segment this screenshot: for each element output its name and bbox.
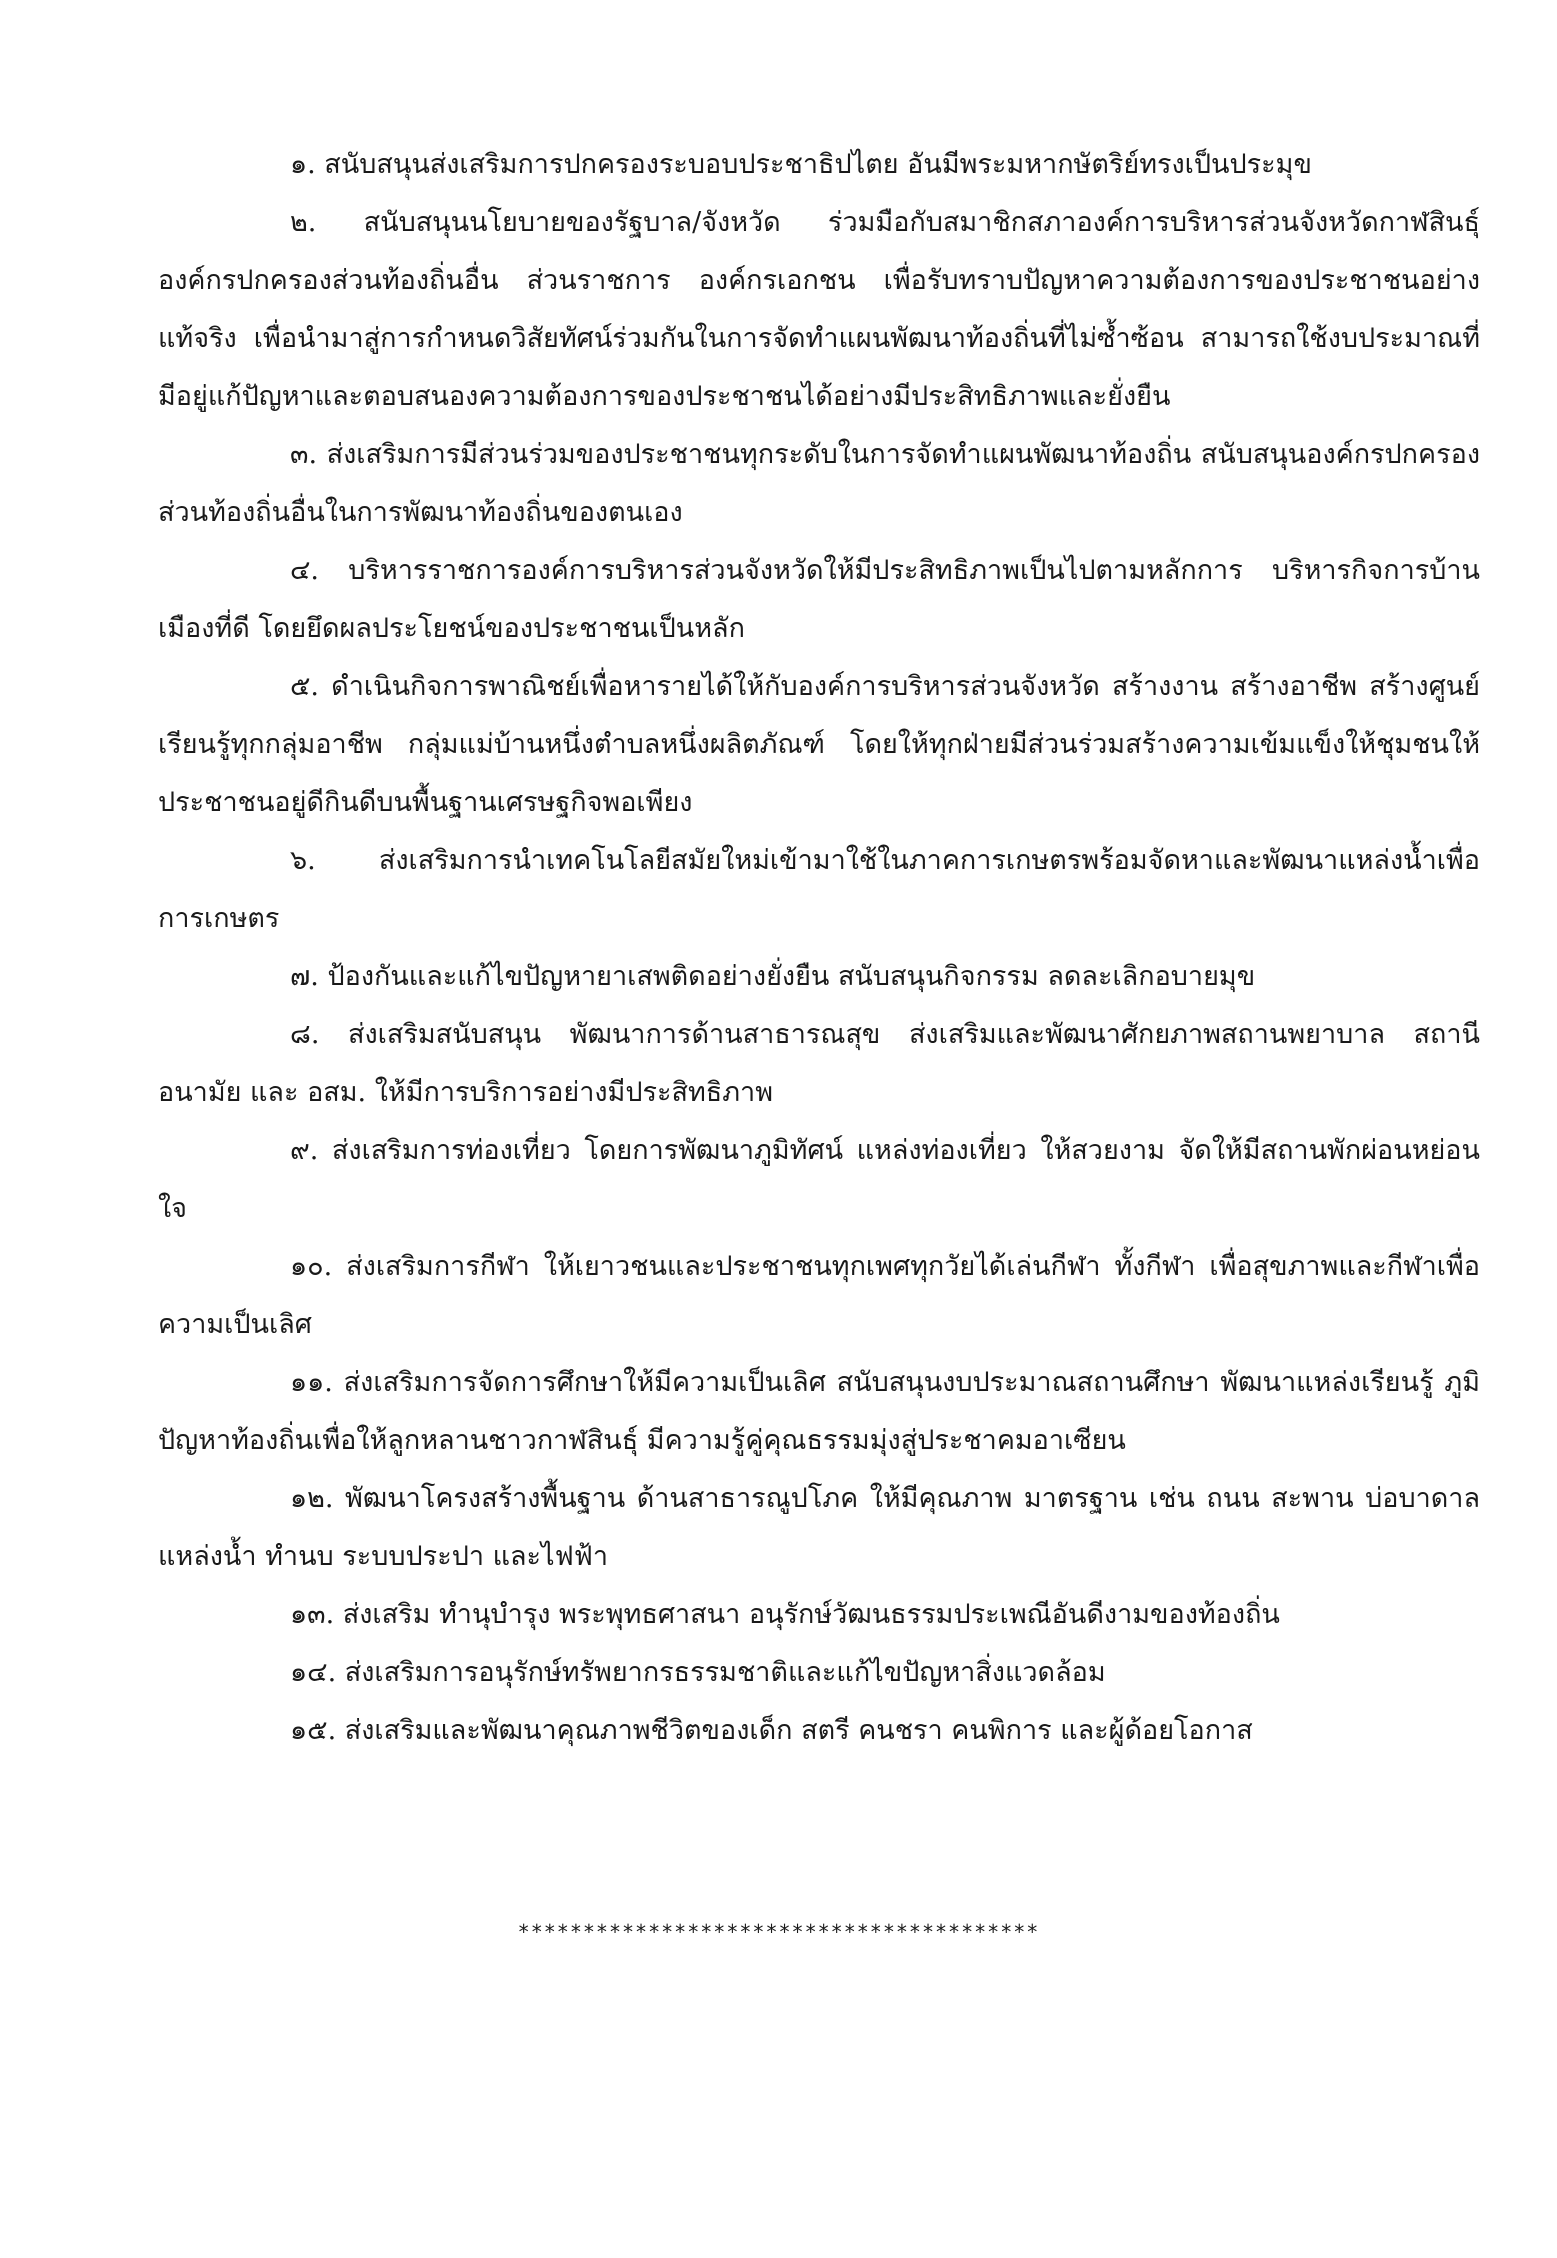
policy-item-15: ๑๕. ส่งเสริมและพัฒนาคุณภาพชีวิตของเด็ก สตรี คนชรา คนพิการ และผู้ด้อยโอกาส [290, 1715, 1253, 1746]
policy-item-14: ๑๔. ส่งเสริมการอนุรักษ์ทรัพยากรธรรมชาติและแก้ไขปัญหาสิ่งแวดล้อม [290, 1657, 1106, 1688]
policy-item-13: ๑๓. ส่งเสริม ทำนุบำรุง พระพุทธศาสนา อนุรักษ์วัฒนธรรมประเพณีอันดีงามของท้องถิ่น [290, 1599, 1280, 1630]
policy-item-10: ๑๐. ส่งเสริมการกีฬา ให้เยาวชนและประชาชนทุกเพศทุกวัยได้เล่นกีฬา ทั้งกีฬา เพื่อสุขภาพและกีฬาเพื่อความเป็นเลิศ [158, 1251, 1480, 1340]
policy-item-7: ๗. ป้องกันและแก้ไขปัญหายาเสพติดอย่างยั่งยืน สนับสนุนกิจกรรม ลดละเลิกอบายมุข [290, 961, 1256, 992]
policy-item-3: ๓. ส่งเสริมการมีส่วนร่วมของประชาชนทุกระดับในการจัดทำแผนพัฒนาท้องถิ่น สนับสนุนองค์กรปกครองส่วนท้องถิ่นอื่นในการพัฒนาท้องถิ่นของตนเอง [158, 439, 1480, 528]
policy-item-4: ๔. บริหารราชการองค์การบริหารส่วนจังหวัดให้มีประสิทธิภาพเป็นไปตามหลักการ บริหารกิจการบ้านเมืองที่ดี โดยยึดผลประโยชน์ของประชาชนเป็นหลัก [158, 555, 1480, 644]
policy-item-11: ๑๑. ส่งเสริมการจัดการศึกษาให้มีความเป็นเลิศ สนับสนุนงบประมาณสถานศึกษา พัฒนาแหล่งเรียนรู้ ภูมิปัญหาท้องถิ่นเพื่อให้ลูกหลานชาวกาฬสินธุ์ มีความรู้คู่คุณธรรมมุ่งสู่ประชาคมอาเซียน [158, 1367, 1480, 1456]
policy-item-2: ๒. สนับสนุนนโยบายของรัฐบาล/จังหวัด ร่วมมือกับสมาชิกสภาองค์การบริหารส่วนจังหวัดกาฬสินธุ์ องค์กรปกครองส่วนท้องถิ่นอื่น ส่วนราชการ องค์กรเอกชน เพื่อรับทราบปัญหาความต้องการของประชาชนอย่างแท้จริง เพื่อนำมาสู่การกำหนดวิสัยทัศน์ร่วมกันในการจัดทำแผนพัฒนาท้องถิ่นที่ไม่ซ้ำซ้อน สามารถใช้งบประมาณที่มีอยู่แก้ปัญหาและตอบสนองความต้องการของประชาชนได้อย่างมีประสิทธิภาพและยั่งยืน [158, 207, 1480, 412]
policy-item-12: ๑๒. พัฒนาโครงสร้างพื้นฐาน ด้านสาธารณูปโภค ให้มีคุณภาพ มาตรฐาน เช่น ถนน สะพาน บ่อบาดาล แหล่งน้ำ ทำนบ ระบบประปา และไฟฟ้า [158, 1483, 1480, 1572]
policy-item-9: ๙. ส่งเสริมการท่องเที่ยว โดยการพัฒนาภูมิทัศน์ แหล่งท่องเที่ยว ให้สวยงาม จัดให้มีสถานพักผ่อนหย่อนใจ [158, 1135, 1480, 1224]
policy-item-1: ๑. สนับสนุนส่งเสริมการปกครองระบอบประชาธิปไตย อันมีพระมหากษัตริย์ทรงเป็นประมุข [290, 149, 1312, 180]
policy-list [158, 136, 1480, 1760]
policy-item-6: ๖. ส่งเสริมการนำเทคโนโลยีสมัยใหม่เข้ามาใช้ในภาคการเกษตรพร้อมจัดหาและพัฒนาแหล่งน้ำเพื่อการเกษตร [158, 845, 1480, 934]
policy-item-5: ๕. ดำเนินกิจการพาณิชย์เพื่อหารายได้ให้กับองค์การบริหารส่วนจังหวัด สร้างงาน สร้างอาชีพ สร้างศูนย์เรียนรู้ทุกกลุ่มอาชีพ กลุ่มแม่บ้านหนึ่งตำบลหนึ่งผลิตภัณฑ์ โดยให้ทุกฝ่ายมีส่วนร่วมสร้างความเข้มแข็งให้ชุมชนให้ประชาชนอยู่ดีกินดีบนพื้นฐานเศรษฐกิจพอเพียง [158, 671, 1480, 818]
policy-item-8: ๘. ส่งเสริมสนับสนุน พัฒนาการด้านสาธารณสุข ส่งเสริมและพัฒนาศักยภาพสถานพยาบาล สถานีอนามัย และ อสม. ให้มีการบริการอย่างมีประสิทธิภาพ [158, 1019, 1480, 1108]
asterisk-separator: **************************************** [517, 1920, 1040, 1944]
